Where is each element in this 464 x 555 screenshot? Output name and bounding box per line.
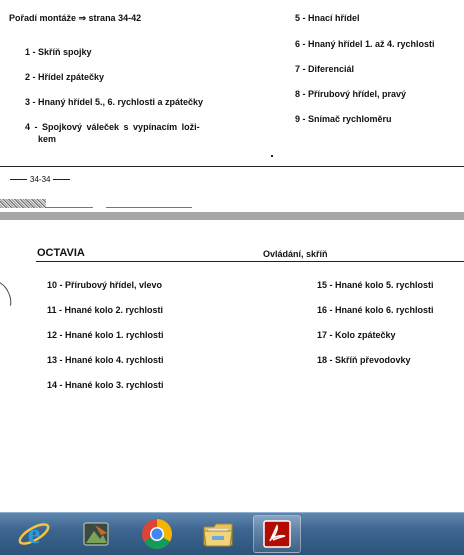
list-item-continuation: kem: [38, 134, 57, 144]
list-item: 7 - Diferenciál: [295, 64, 355, 74]
section-title: Ovládání, skříň: [263, 249, 328, 259]
list-item: 3 - Hnaný hřídel 5., 6. rychlosti a zpátečky: [25, 97, 204, 107]
dash: [53, 179, 70, 180]
header-rule: [36, 261, 464, 262]
taskbar-button-file-explorer[interactable]: [194, 515, 242, 553]
margin-arc: [0, 277, 16, 317]
dot: [271, 155, 273, 157]
scan-noise: [0, 199, 46, 208]
footer-line: [46, 207, 93, 208]
taskbar-button-acrobat-reader[interactable]: [253, 515, 301, 553]
list-item: 2 - Hřídel zpátečky: [25, 72, 105, 82]
list-item: 16 - Hnané kolo 6. rychlosti: [317, 305, 434, 315]
parts-heading: Pořadí montáže ⇒ strana 34-42: [9, 13, 142, 23]
list-item: 15 - Hnané kolo 5. rychlosti: [317, 280, 434, 290]
internet-explorer-icon: [17, 517, 51, 551]
list-item: 6 - Hnaný hřídel 1. až 4. rychlosti: [295, 39, 435, 49]
list-item: 12 - Hnané kolo 1. rychlosti: [47, 330, 164, 340]
acrobat-reader-icon: [262, 519, 292, 549]
document-page-bottom: [0, 220, 464, 512]
taskbar-button-image-viewer[interactable]: [72, 515, 120, 553]
page-number-row: [10, 175, 70, 184]
chrome-icon: [141, 518, 173, 550]
image-viewer-icon: [81, 519, 111, 549]
list-item: 11 - Hnané kolo 2. rychlosti: [47, 305, 164, 315]
page-number: 34-34: [30, 175, 51, 184]
document-page-top: [0, 0, 464, 212]
list-item: 5 - Hnací hřídel: [295, 13, 360, 23]
brand-title: OCTAVIA: [37, 247, 85, 259]
list-item: 17 - Kolo zpátečky: [317, 330, 396, 340]
list-item: 8 - Přírubový hřídel, pravý: [295, 89, 407, 99]
list-item: 14 - Hnané kolo 3. rychlosti: [47, 380, 164, 390]
dash: [10, 179, 27, 180]
svg-text:e: e: [27, 519, 41, 550]
file-explorer-icon: [202, 519, 234, 549]
taskbar: [0, 512, 464, 555]
list-item: 4 - Spojkový váleček s vypínacím loži-: [25, 122, 200, 132]
list-item: 1 - Skříň spojky: [25, 47, 92, 57]
list-item: 10 - Přírubový hřídel, vlevo: [47, 280, 163, 290]
footer-line: [106, 207, 192, 208]
list-item: 13 - Hnané kolo 4. rychlosti: [47, 355, 164, 365]
page-separator: [0, 212, 464, 220]
list-item: 9 - Snímač rychloměru: [295, 114, 392, 124]
list-item: 18 - Skříň převodovky: [317, 355, 411, 365]
taskbar-button-internet-explorer[interactable]: [10, 515, 58, 553]
footer-rule: [0, 166, 464, 167]
taskbar-button-chrome[interactable]: [133, 515, 181, 553]
